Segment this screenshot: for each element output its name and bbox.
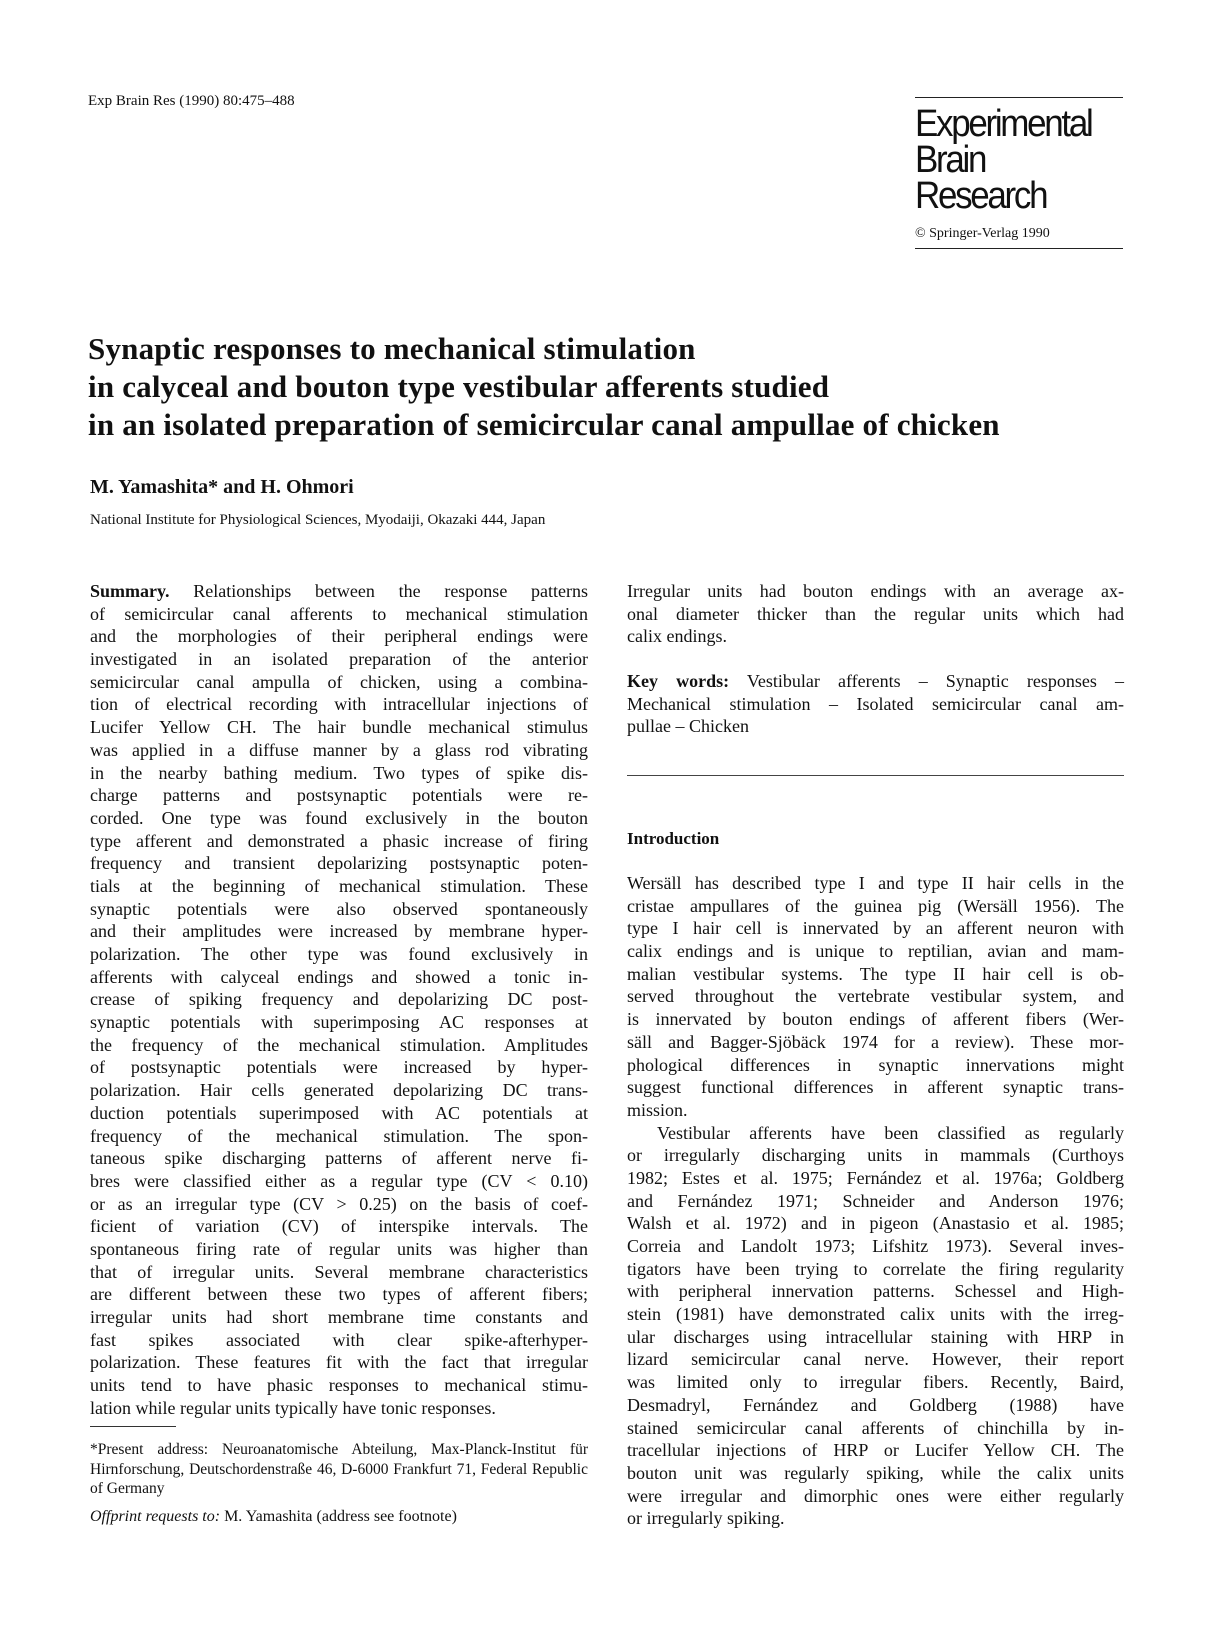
line-text: units tend to have phasic responses to mechanical stimu- bbox=[90, 1375, 588, 1396]
text-line bbox=[90, 1397, 588, 1420]
line-text: pullae – Chicken bbox=[627, 716, 749, 737]
keywords bbox=[627, 670, 1124, 738]
line-text: was limited only to irregular fibers. Recently, Baird, bbox=[627, 1372, 1124, 1393]
section-divider bbox=[627, 775, 1124, 776]
line-text: and the morphologies of their peripheral endings were bbox=[90, 626, 588, 647]
line-text: säll and Bagger-Sjöbäck 1974 for a review). These mor- bbox=[627, 1031, 1124, 1052]
line-text: synaptic potentials were also observed spontaneously bbox=[90, 898, 588, 919]
text-line bbox=[627, 1507, 1124, 1530]
line-text: served throughout the vertebrate vestibular system, and bbox=[627, 986, 1124, 1007]
line-text: lation while regular units typically have tonic responses. bbox=[90, 1397, 496, 1418]
text-line bbox=[627, 1303, 1124, 1326]
summary-right-column bbox=[627, 580, 1124, 648]
text-line bbox=[627, 580, 1124, 603]
text-line bbox=[90, 1193, 588, 1216]
line-text: ficient of variation (CV) of interspike intervals. The bbox=[90, 1216, 588, 1237]
journal-title-line1: Experimental bbox=[915, 103, 1092, 145]
text-line bbox=[627, 603, 1124, 626]
line-text: corded. One type was found exclusively in the bouton bbox=[90, 807, 588, 828]
text-line bbox=[627, 963, 1124, 986]
title-line: in calyceal and bouton type vestibular afferents studied bbox=[88, 369, 830, 404]
masthead-top-rule bbox=[915, 97, 1123, 98]
keywords-label: Key words: bbox=[627, 671, 730, 691]
journal-title-line2: Brain Research bbox=[915, 139, 1047, 217]
text-line bbox=[627, 895, 1124, 918]
text-line bbox=[627, 625, 1124, 648]
text-line bbox=[90, 1079, 588, 1102]
text-line bbox=[627, 1462, 1124, 1485]
line-text: is innervated by bouton endings of afferent fibers (Wer- bbox=[627, 1009, 1124, 1030]
title-line: Synaptic responses to mechanical stimulation bbox=[88, 331, 696, 366]
line-text: stein (1981) have demonstrated calix units with the irreg- bbox=[627, 1304, 1124, 1325]
journal-masthead bbox=[915, 97, 1123, 249]
title-line: in an isolated preparation of semicircular canal ampullae of chicken bbox=[88, 407, 1000, 442]
line-text: ular discharges using intracellular staining with HRP in bbox=[627, 1326, 1124, 1347]
text-line bbox=[90, 716, 588, 739]
text-line bbox=[90, 762, 588, 785]
text-line bbox=[627, 1417, 1124, 1440]
line-text: bres were classified either as a regular type (CV < 0.10) bbox=[90, 1170, 588, 1191]
line-text: duction potentials superimposed with AC potentials at bbox=[90, 1102, 588, 1123]
line-text: cristae ampullares of the guinea pig (Wersäll 1956). The bbox=[627, 895, 1124, 916]
text-line bbox=[627, 715, 1124, 738]
text-line bbox=[90, 1329, 588, 1352]
affiliation: National Institute for Physiological Sciences, Myodaiji, Okazaki 444, Japan bbox=[90, 512, 546, 528]
text-line bbox=[90, 807, 588, 830]
line-text: lizard semicircular canal nerve. However, their report bbox=[627, 1349, 1124, 1370]
text-line bbox=[627, 1099, 1124, 1122]
line-text: irregular units had short membrane time constants and bbox=[90, 1307, 588, 1327]
text-line bbox=[90, 1283, 588, 1306]
citation: Exp Brain Res (1990) 80:475–488 bbox=[88, 93, 295, 109]
line-text: spontaneous firing rate of regular units was higher than bbox=[90, 1238, 588, 1259]
introduction-body bbox=[627, 872, 1124, 1530]
text-line bbox=[627, 917, 1124, 940]
text-line bbox=[90, 603, 588, 626]
text-line bbox=[90, 1147, 588, 1170]
text-line bbox=[627, 940, 1124, 963]
text-line bbox=[90, 1056, 588, 1079]
text-line bbox=[90, 943, 588, 966]
line-text: in the nearby bathing medium. Two types of spike dis- bbox=[90, 762, 588, 783]
authors: M. Yamashita* and H. Ohmori bbox=[90, 476, 354, 498]
line-text: type I hair cell is innervated by an afferent neuron with bbox=[627, 918, 1124, 939]
offprint-text: M. Yamashita (address see footnote) bbox=[220, 1508, 457, 1525]
offprint-requests bbox=[90, 1508, 457, 1526]
line-text: mission. bbox=[627, 1099, 688, 1120]
line-text: tials at the beginning of mechanical stimulation. These bbox=[90, 875, 588, 896]
text-line bbox=[90, 1238, 588, 1261]
text-line bbox=[90, 693, 588, 716]
line-text: polarization. The other type was found exclusively in bbox=[90, 944, 588, 964]
line-text: afferents with calyceal endings and showed a tonic in- bbox=[90, 966, 588, 987]
text-line bbox=[627, 985, 1124, 1008]
copyright: © Springer-Verlag 1990 bbox=[915, 226, 1050, 241]
text-line bbox=[627, 1280, 1124, 1303]
text-line bbox=[90, 920, 588, 943]
text-line bbox=[90, 1170, 588, 1193]
text-line bbox=[627, 1235, 1124, 1258]
text-line bbox=[627, 1054, 1124, 1077]
line-text: that of irregular units. Several membrane characteristics bbox=[90, 1261, 588, 1282]
line-text: frequency and transient depolarizing postsynaptic poten- bbox=[90, 853, 588, 874]
text-line bbox=[627, 1394, 1124, 1417]
text-line bbox=[627, 1348, 1124, 1371]
footnote: *Present address: Neuroanatomische Abteilung, Max-Planck-Institut für Hirnforschung, Deutschordenstraße 46, D-6000 Frankfurt 71, Federal Republic of Germany bbox=[90, 1441, 588, 1497]
text-line bbox=[627, 1439, 1124, 1462]
text-line bbox=[627, 1485, 1124, 1508]
line-text: tracellular injections of HRP or Lucifer Yellow CH. The bbox=[627, 1440, 1124, 1461]
footnote-rule bbox=[90, 1426, 176, 1427]
text-line bbox=[90, 830, 588, 853]
line-text: type afferent and demonstrated a phasic increase of firing bbox=[90, 830, 588, 851]
text-line bbox=[90, 625, 588, 648]
line-text: synaptic potentials with superimposing AC responses at bbox=[90, 1012, 588, 1033]
paper-title bbox=[88, 330, 1168, 444]
text-line bbox=[627, 1031, 1124, 1054]
line-text: Irregular units had bouton endings with an average ax- bbox=[627, 581, 1124, 601]
line-text: with peripheral innervation patterns. Schessel and High- bbox=[627, 1281, 1124, 1302]
line-text: polarization. Hair cells generated depolarizing DC trans- bbox=[90, 1080, 588, 1101]
line-text: Desmadryl, Fernández and Goldberg (1988) have bbox=[627, 1394, 1124, 1415]
text-line bbox=[90, 1034, 588, 1057]
line-text: charge patterns and postsynaptic potentials were re- bbox=[90, 785, 588, 806]
line-text: crease of spiking frequency and depolarizing DC post- bbox=[90, 989, 588, 1010]
journal-title bbox=[915, 103, 1106, 217]
line-text: Vestibular afferents – Synaptic responses – bbox=[729, 671, 1124, 691]
text-line bbox=[90, 1011, 588, 1034]
line-text: of semicircular canal afferents to mechanical stimulation bbox=[90, 603, 588, 624]
text-line bbox=[90, 1102, 588, 1125]
line-text: suggest functional differences in afferent synaptic trans- bbox=[627, 1077, 1124, 1098]
masthead-bottom-rule bbox=[915, 248, 1123, 249]
text-line bbox=[627, 1076, 1124, 1099]
text-line bbox=[627, 1122, 1124, 1145]
line-text: tion of electrical recording with intracellular injections of bbox=[90, 694, 588, 715]
line-text: and Fernández 1971; Schneider and Anderson 1976; bbox=[627, 1190, 1124, 1211]
line-text: calix endings. bbox=[627, 626, 727, 647]
text-line bbox=[90, 580, 588, 603]
line-text: stained semicircular canal afferents of chinchilla by in- bbox=[627, 1417, 1124, 1438]
text-line bbox=[90, 784, 588, 807]
line-text: polarization. These features fit with the fact that irregular bbox=[90, 1352, 588, 1373]
text-line bbox=[90, 1125, 588, 1148]
line-text: or irregularly discharging units in mammals (Curthoys bbox=[627, 1145, 1124, 1166]
text-line bbox=[627, 1326, 1124, 1349]
line-text: semicircular canal ampulla of chicken, using a combina- bbox=[90, 671, 588, 692]
line-text: onal diameter thicker than the regular units which had bbox=[627, 603, 1124, 624]
line-text: bouton unit was regularly spiking, while the calix units bbox=[627, 1462, 1124, 1483]
text-line bbox=[90, 671, 588, 694]
text-line bbox=[627, 1371, 1124, 1394]
line-text: tigators have been trying to correlate the firing regularity bbox=[627, 1258, 1124, 1279]
introduction-heading: Introduction bbox=[627, 829, 720, 848]
line-text: Correia and Landolt 1973; Lifshitz 1973). Several inves- bbox=[627, 1236, 1124, 1256]
text-line bbox=[90, 1306, 588, 1329]
text-line bbox=[627, 872, 1124, 895]
line-text: and their amplitudes were increased by membrane hyper- bbox=[90, 921, 588, 942]
text-line bbox=[627, 1144, 1124, 1167]
text-line bbox=[90, 1351, 588, 1374]
line-text: fast spikes associated with clear spike-afterhyper- bbox=[90, 1329, 588, 1350]
text-line bbox=[627, 670, 1124, 693]
line-text: calix endings and is unique to reptilian, avian and mam- bbox=[627, 941, 1124, 962]
line-text: 1982; Estes et al. 1975; Fernández et al. 1976a; Goldberg bbox=[627, 1167, 1124, 1188]
text-line bbox=[90, 1215, 588, 1238]
text-line bbox=[627, 1258, 1124, 1281]
text-line bbox=[90, 1374, 588, 1397]
line-text: the frequency of the mechanical stimulation. Amplitudes bbox=[90, 1034, 588, 1055]
line-text: Vestibular afferents have been classified as regularly bbox=[657, 1122, 1124, 1143]
text-line bbox=[627, 693, 1124, 716]
line-text: of postsynaptic potentials were increased by hyper- bbox=[90, 1057, 588, 1078]
line-text: or as an irregular type (CV > 0.25) on the basis of coef- bbox=[90, 1193, 588, 1214]
text-line bbox=[627, 1008, 1124, 1031]
offprint-label: Offprint requests to: bbox=[90, 1508, 221, 1525]
line-text: taneous spike discharging patterns of afferent nerve fi- bbox=[90, 1148, 588, 1169]
line-text: Walsh et al. 1972) and in pigeon (Anastasio et al. 1985; bbox=[627, 1213, 1124, 1234]
text-line bbox=[627, 1190, 1124, 1213]
text-line bbox=[90, 739, 588, 762]
line-text: were irregular and dimorphic ones were either regularly bbox=[627, 1485, 1124, 1506]
line-text: was applied in a diffuse manner by a glass rod vibrating bbox=[90, 739, 588, 760]
line-text: Relationships between the response patterns bbox=[169, 581, 588, 601]
text-line bbox=[90, 852, 588, 875]
line-text: investigated in an isolated preparation of the anterior bbox=[90, 649, 588, 670]
text-line bbox=[90, 988, 588, 1011]
line-text: or irregularly spiking. bbox=[627, 1508, 785, 1529]
text-line bbox=[627, 1212, 1124, 1235]
line-text: Lucifer Yellow CH. The hair bundle mechanical stimulus bbox=[90, 717, 588, 738]
summary-left-column bbox=[90, 580, 588, 1419]
text-line bbox=[90, 898, 588, 921]
text-line bbox=[90, 875, 588, 898]
text-line bbox=[627, 1167, 1124, 1190]
line-text: frequency of the mechanical stimulation. The spon- bbox=[90, 1125, 588, 1146]
text-line bbox=[90, 966, 588, 989]
summary-label: Summary. bbox=[90, 581, 170, 601]
line-text: are different between these two types of afferent fibers; bbox=[90, 1284, 588, 1305]
line-text: malian vestibular systems. The type II hair cell is ob- bbox=[627, 963, 1124, 984]
text-line bbox=[90, 1261, 588, 1284]
text-line bbox=[90, 648, 588, 671]
line-text: Wersäll has described type I and type II hair cells in the bbox=[627, 873, 1124, 893]
line-text: Mechanical stimulation – Isolated semicircular canal am- bbox=[627, 693, 1124, 714]
line-text: phological differences in synaptic innervations might bbox=[627, 1054, 1124, 1075]
